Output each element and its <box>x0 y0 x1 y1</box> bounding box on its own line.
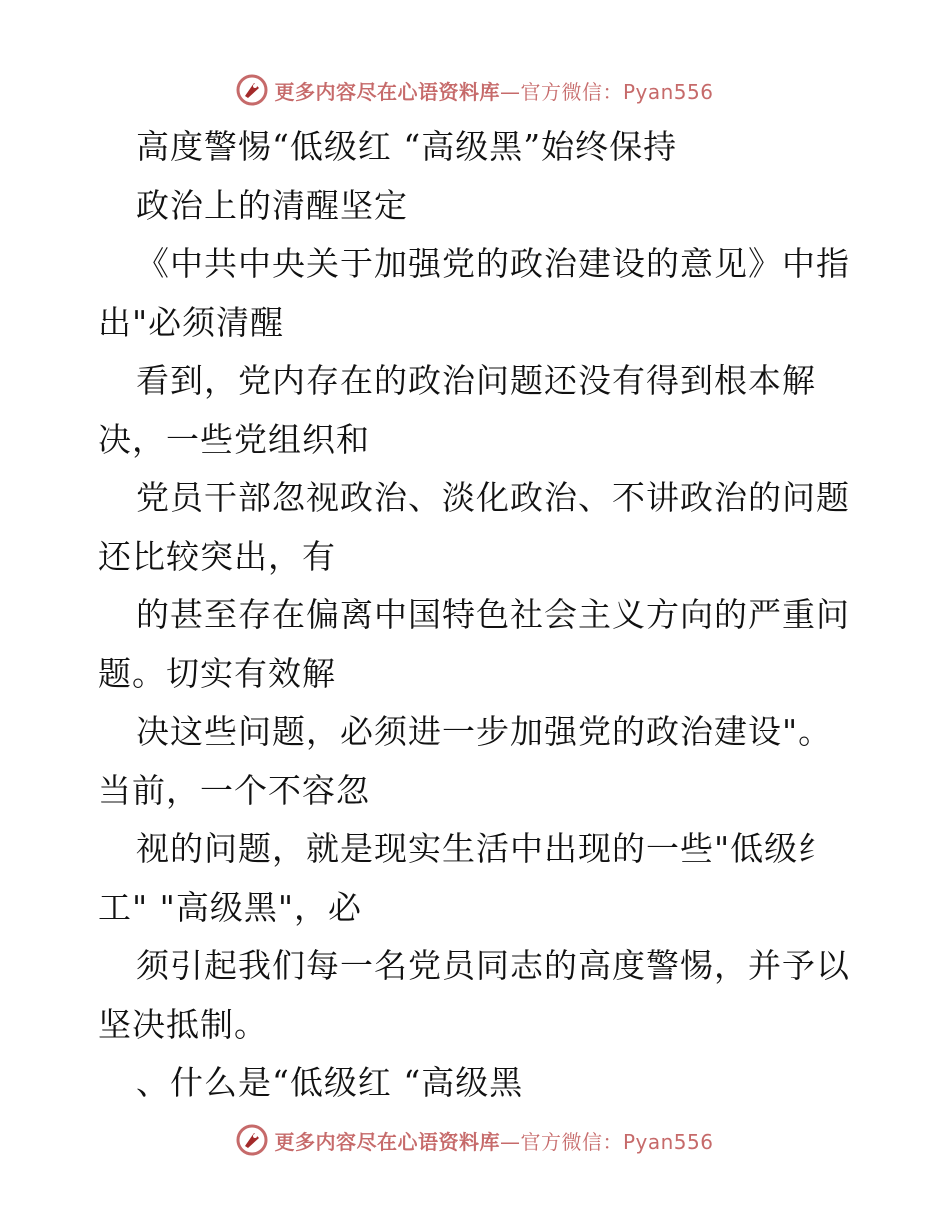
document-body <box>98 118 858 1113</box>
footer-watermark <box>0 1120 950 1160</box>
pen-nib-logo-icon <box>236 1124 268 1156</box>
text-line: 坚决抵制。 <box>98 1004 268 1044</box>
text-line: 题。切实有效解 <box>98 653 336 693</box>
footer-watermark-text: 更多内容尽在心语资料库—官方微信：Pyan556 <box>274 1129 714 1154</box>
text-line: 决，一些党组织和 <box>98 419 370 459</box>
text-line: 看到，党内存在的政治问题还没有得到根本解 <box>136 361 816 400</box>
pen-nib-logo-icon <box>236 74 268 106</box>
text-line: 政治上的清醒坚定 <box>136 185 408 225</box>
header-watermark-text: 更多内容尽在心语资料库—官方微信：Pyan556 <box>274 79 714 104</box>
text-line: 工" "高级黑"，必 <box>98 887 363 927</box>
text-line: 出"必须清醒 <box>98 302 285 342</box>
text-line: 视的问题，就是现实生活中出现的一些"低级纟 <box>136 829 833 868</box>
text-line: 当前，一个不容忽 <box>98 770 370 810</box>
text-line: 党员干部忽视政治、淡化政治、不讲政治的问题 <box>136 478 850 517</box>
text-line: 高度警惕“低级红 “高级黑”始终保持 <box>136 127 678 166</box>
text-line: 还比较突出，有 <box>98 536 336 576</box>
header-watermark <box>0 70 950 110</box>
text-line: 须引起我们每一名党员同志的高度警惕，并予以 <box>136 946 850 985</box>
text-line: 的甚至存在偏离中国特色社会主义方向的严重问 <box>136 595 850 634</box>
text-line: 、什么是“低级红 “高级黑 <box>136 1063 524 1102</box>
text-line: 决这些问题，必须进一步加强党的政治建设"。 <box>136 712 833 751</box>
text-line: 《中共中央关于加强党的政治建设的意见》中指 <box>136 244 850 283</box>
